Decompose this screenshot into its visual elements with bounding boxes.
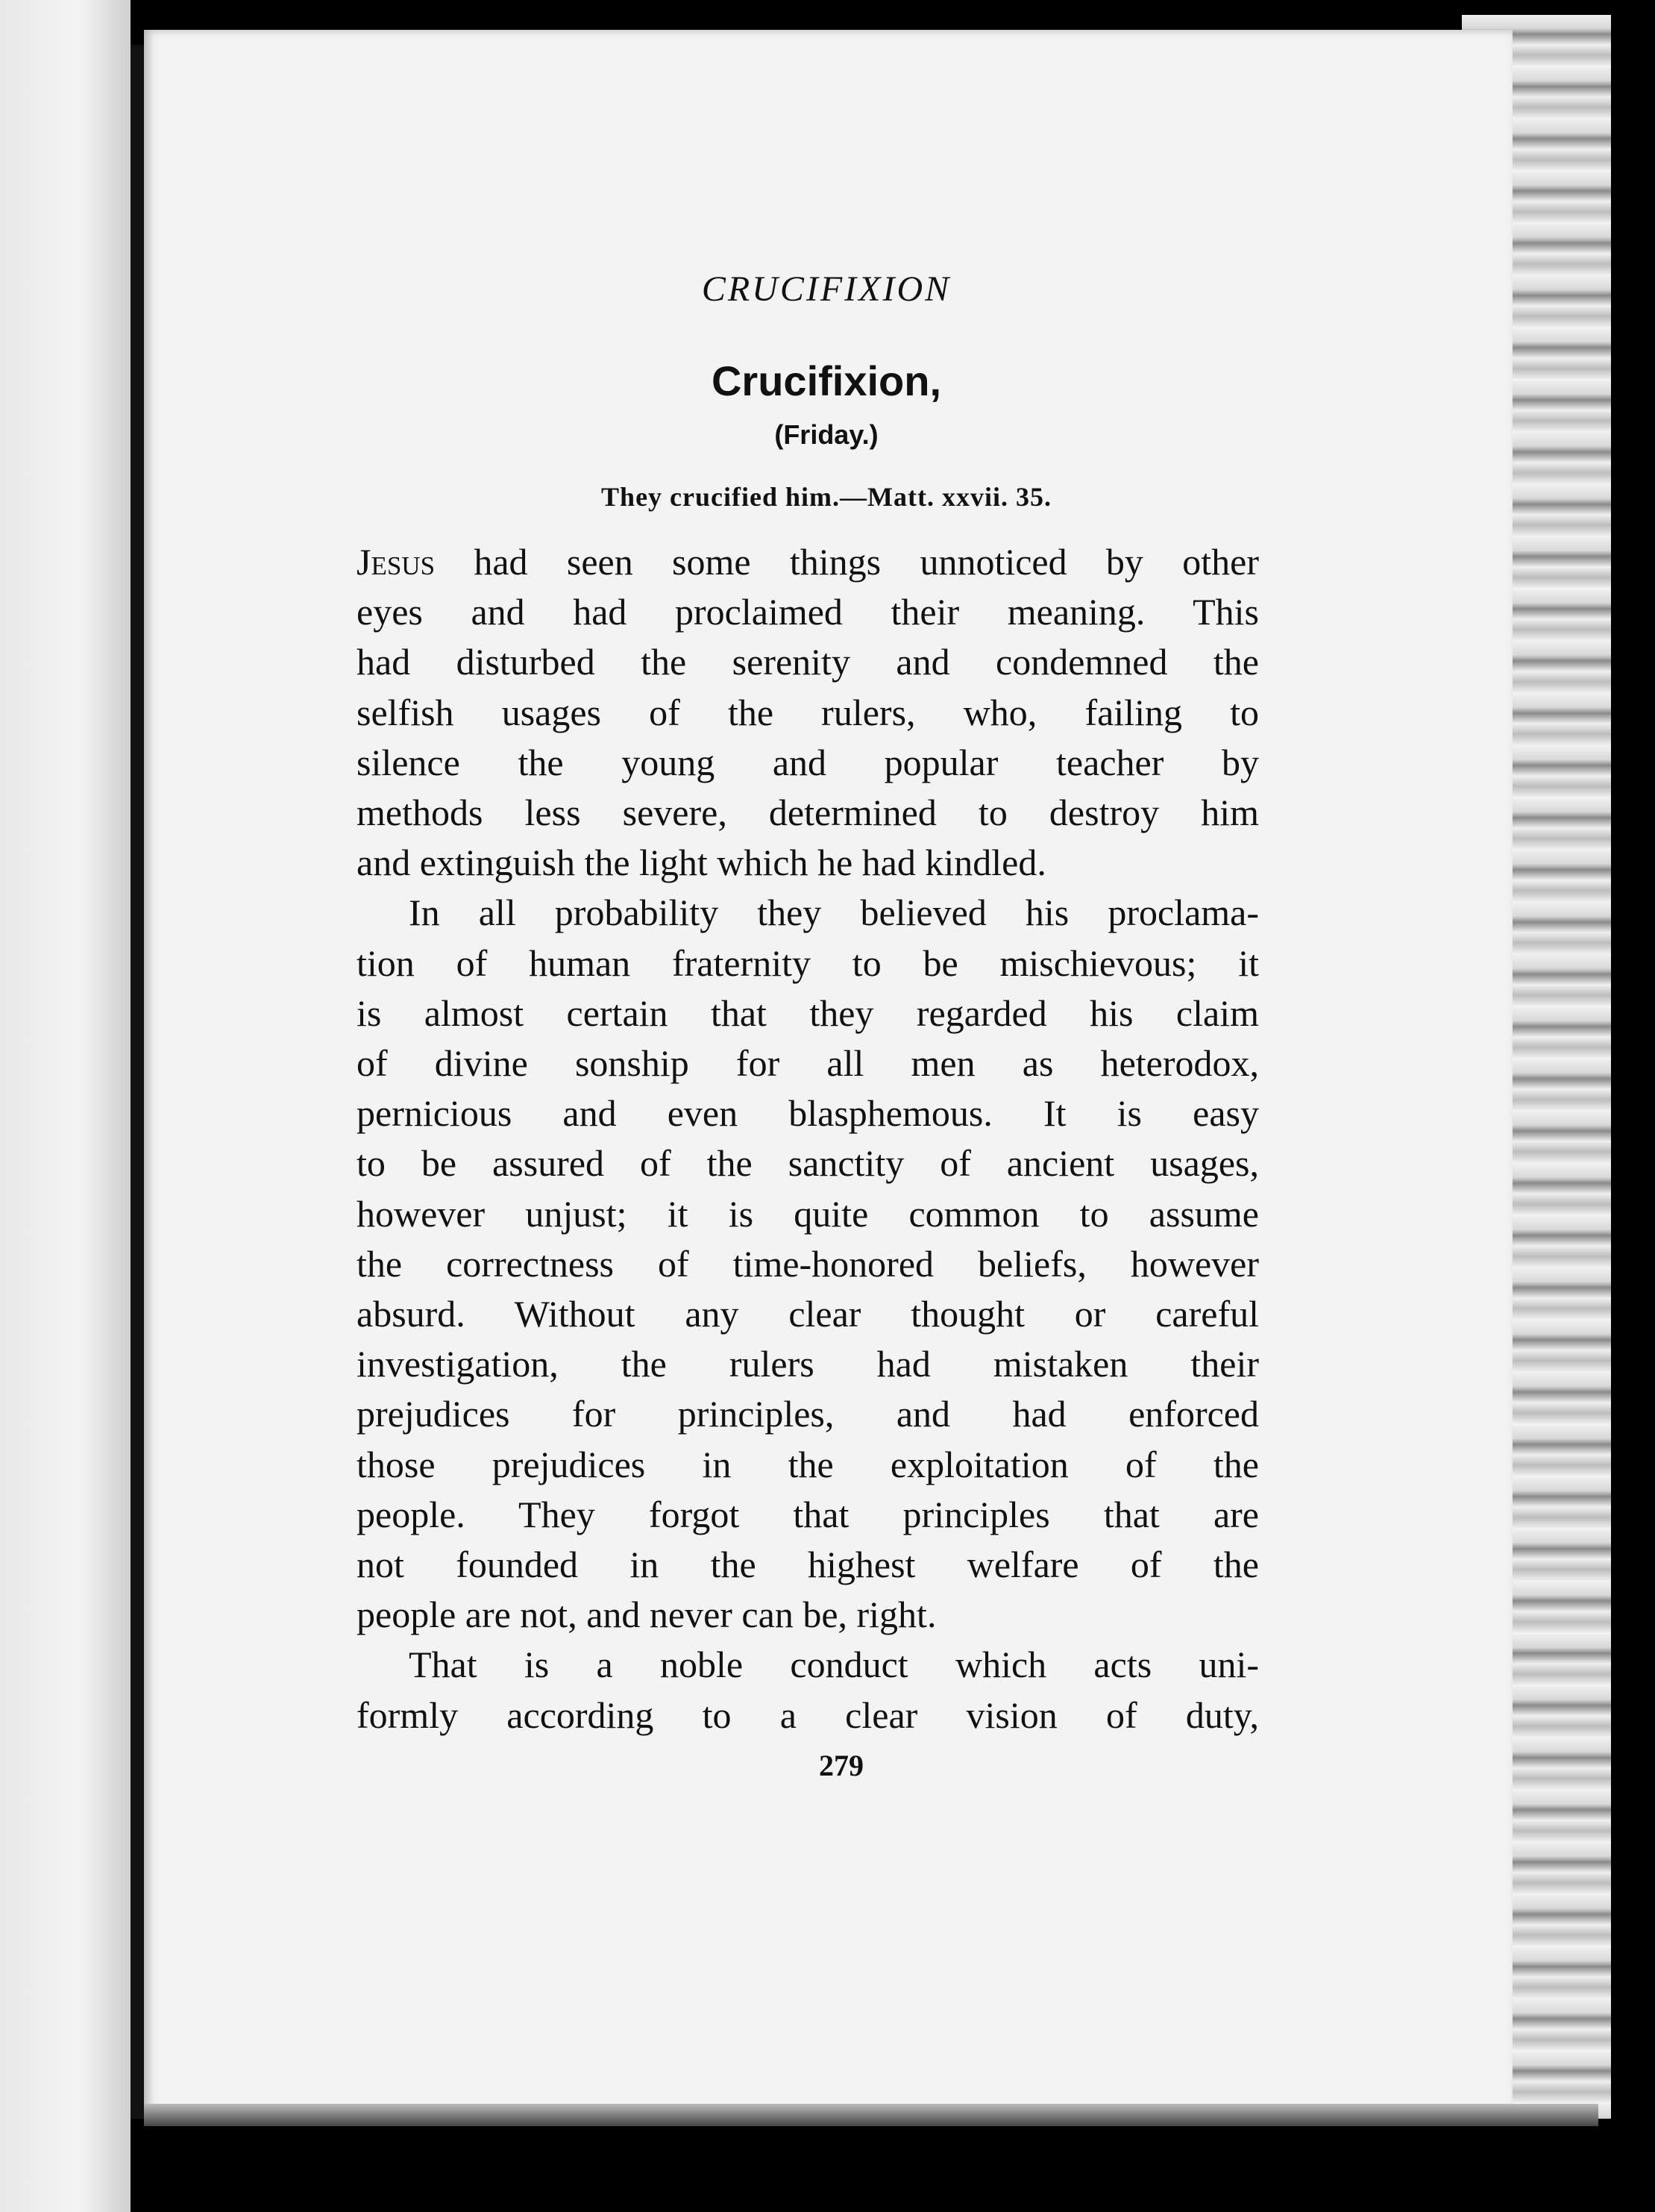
text-line: of divine sonship for all men as heterodox,	[357, 1042, 1259, 1085]
text-line: eyes and had proclaimed their meaning. This	[357, 591, 1259, 633]
text-line: those prejudices in the exploitation of the	[357, 1443, 1259, 1485]
text-line: not founded in the highest welfare of the	[357, 1544, 1259, 1586]
text-line: people. They forgot that principles that are	[357, 1493, 1259, 1535]
epigraph: They crucified him.—Matt. xxvii. 35.	[601, 482, 1052, 512]
text-line: pernicious and even blasphemous. It is easy	[357, 1092, 1259, 1135]
page-number: 279	[819, 1749, 864, 1782]
running-head: CRUCIFIXION	[701, 269, 952, 309]
text-line: however unjust; it is quite common to assume	[357, 1192, 1259, 1235]
text-line: methods less severe, determined to destroy him	[357, 792, 1259, 834]
text-line: prejudices for principles, and had enforced	[357, 1393, 1259, 1435]
text-line: is almost certain that they regarded his claim	[357, 991, 1259, 1034]
text-line: absurd. Without any clear thought or careful	[357, 1293, 1259, 1335]
text-line: to be assured of the sanctity of ancient usages,	[357, 1142, 1259, 1185]
text-line: In all probability they believed his proclama-	[409, 892, 1259, 934]
text-line: the correctness of time-honored beliefs, however	[357, 1242, 1259, 1285]
text-line: That is a noble conduct which acts uni-	[409, 1644, 1259, 1686]
text-line: formly according to a clear vision of duty,	[357, 1694, 1259, 1736]
text-line: had disturbed the serenity and condemned the	[357, 641, 1259, 683]
text-line: tion of human fraternity to be mischievous; it	[357, 941, 1259, 984]
text-line: Jesus had seen some things unnoticed by other	[357, 541, 1259, 583]
text-line: selfish usages of the rulers, who, failing to	[357, 691, 1259, 733]
page-bottom-shadow	[144, 2104, 1598, 2126]
text-line: silence the young and popular teacher by	[357, 741, 1259, 783]
text-line: people are not, and never can be, right.	[357, 1594, 937, 1636]
book-gutter	[131, 45, 144, 2119]
body-text	[357, 537, 1259, 1741]
chapter-subtitle: (Friday.)	[774, 419, 879, 450]
chapter-title: Crucifixion,	[711, 357, 942, 404]
text-line: investigation, the rulers had mistaken their	[357, 1343, 1259, 1385]
text-line: and extinguish the light which he had kindled.	[357, 842, 1046, 884]
facing-page-edge	[0, 0, 131, 2212]
drop-word: Jesus	[357, 541, 436, 583]
